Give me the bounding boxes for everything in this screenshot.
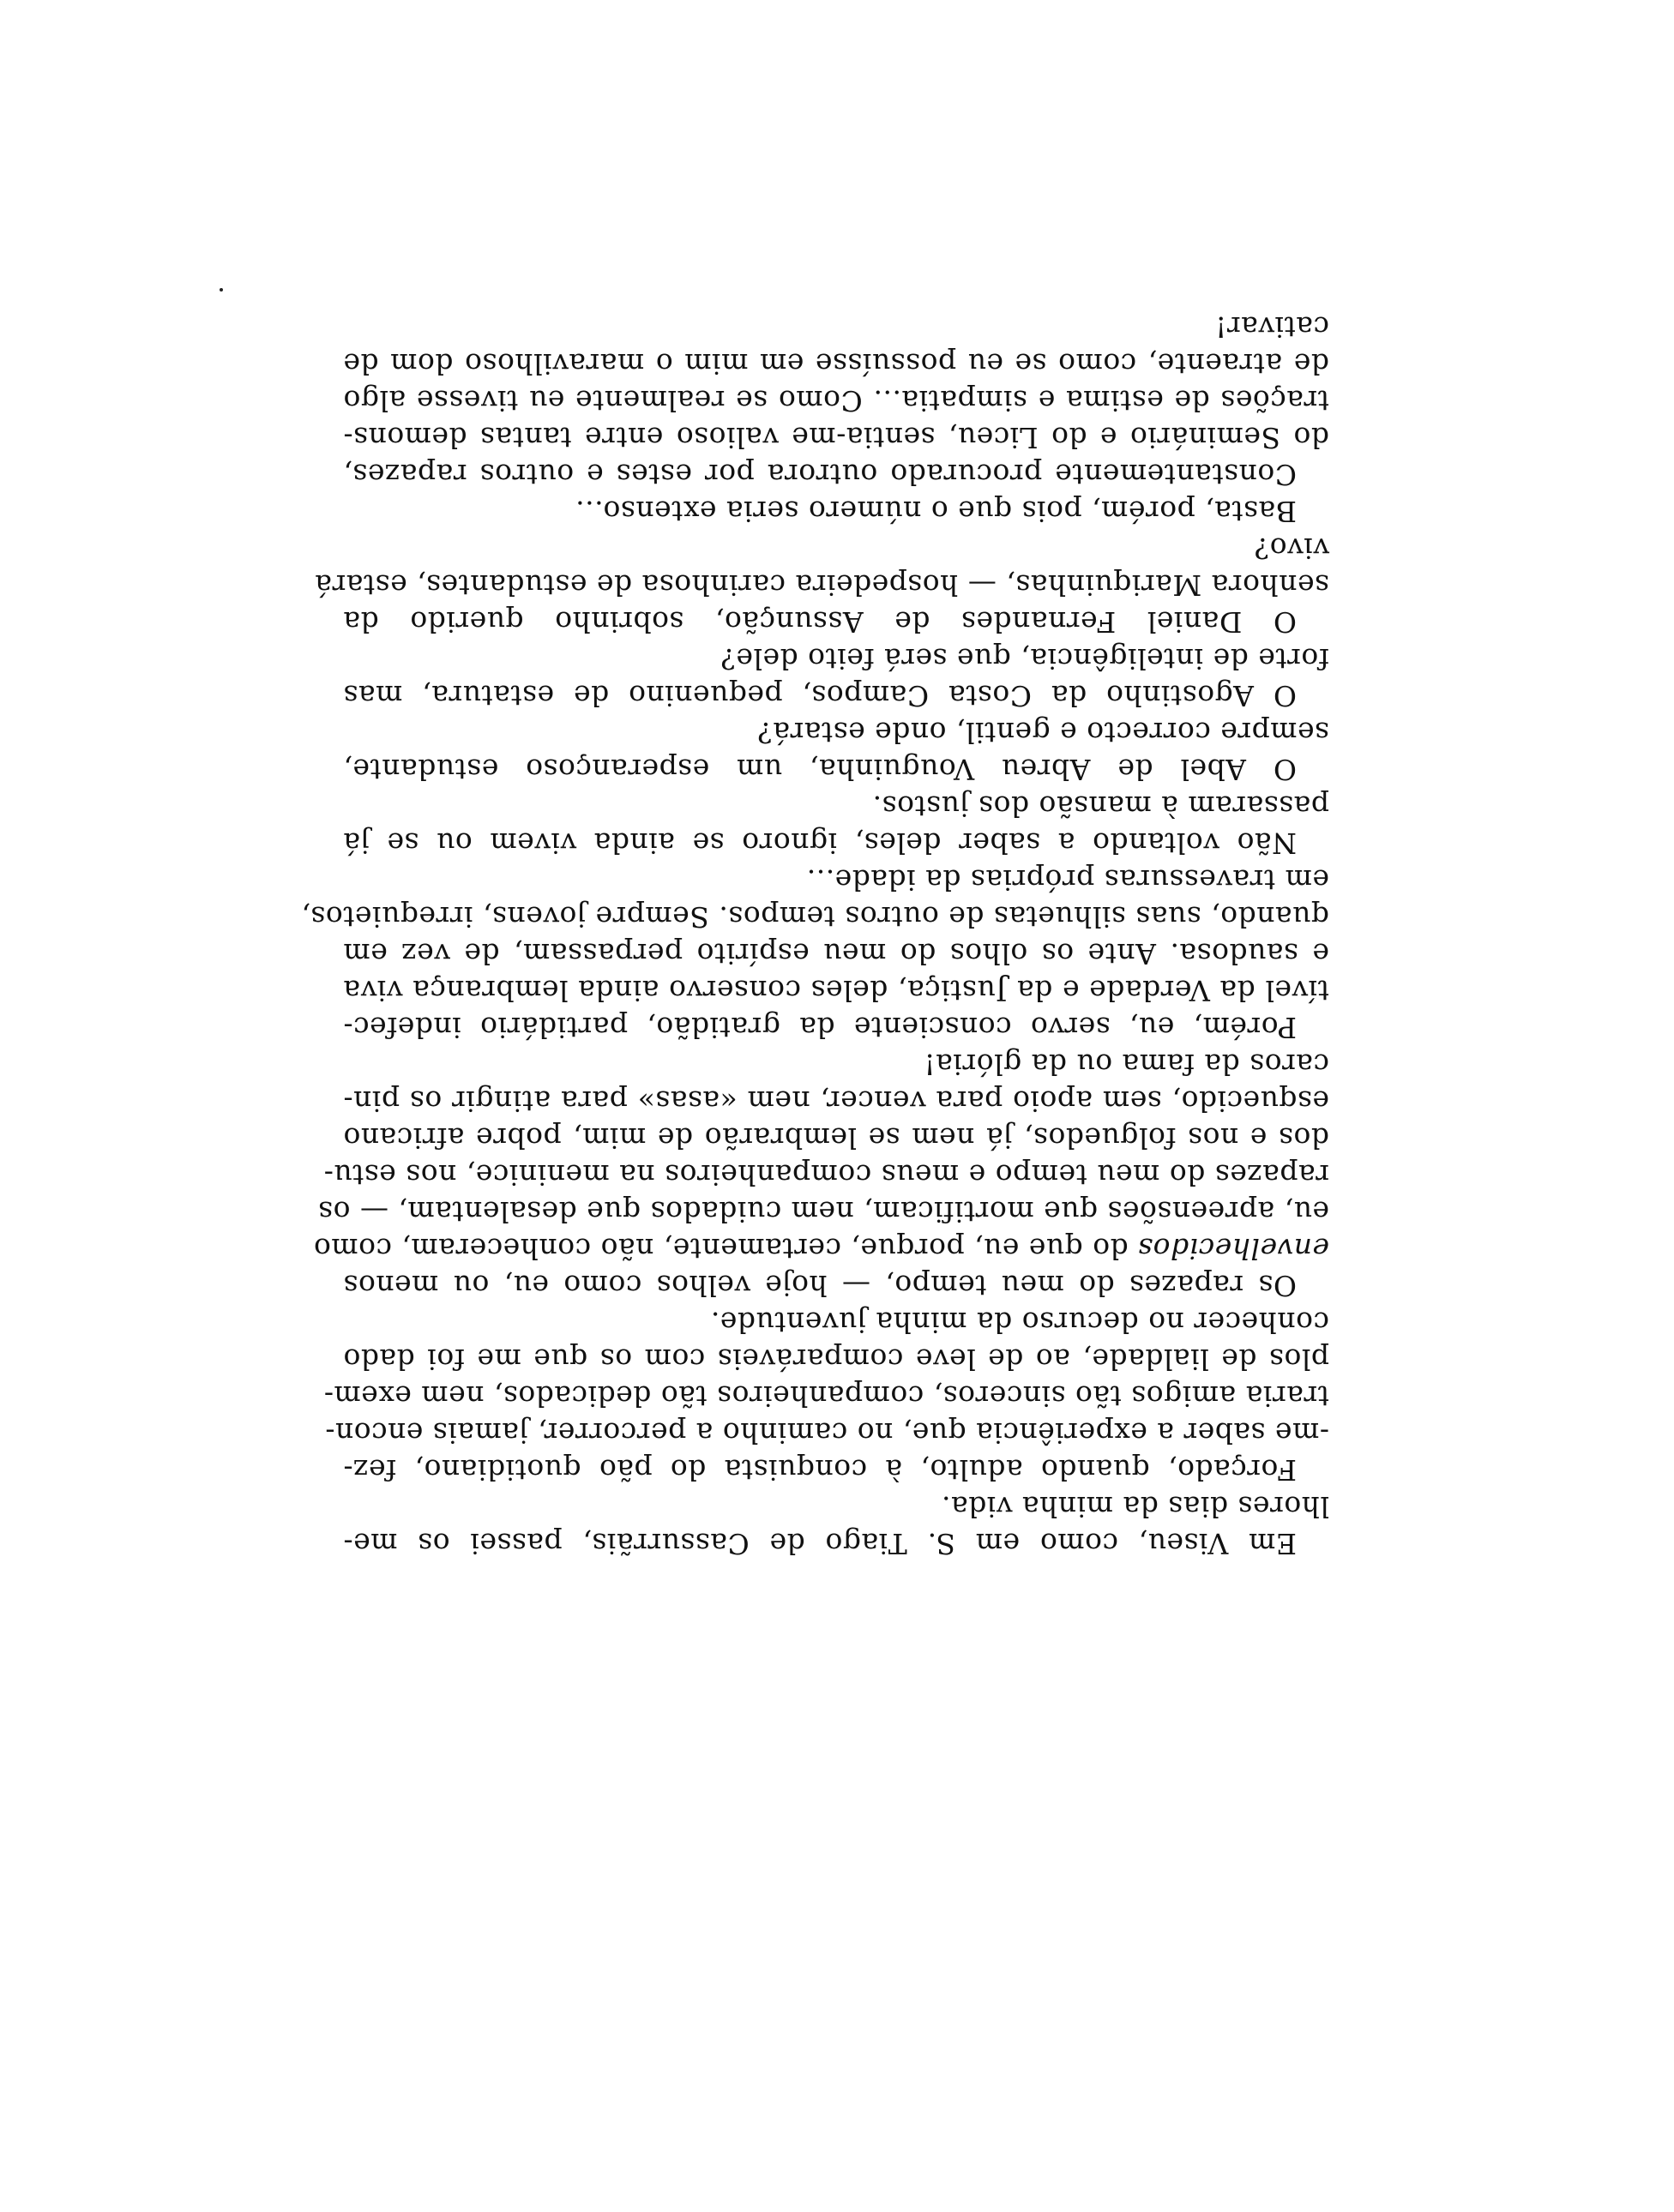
scan-speck: [220, 288, 223, 292]
text-line: sempre correcto e gentil, onde estará?: [756, 716, 1329, 749]
text-line: forte de inteligência, que será feito dele?: [720, 642, 1329, 676]
text-line: plos de lialdade, ao de leve comparáveis com os que me foi dado: [343, 1343, 1329, 1376]
text-line: O Abel de Abreu Vouguinha, um esperançoso estudante,: [343, 753, 1297, 786]
text-line: cativar!: [1214, 310, 1329, 344]
text-line: traria amigos tão sinceros, companheiros tão dedicados, nem exem-: [323, 1379, 1329, 1413]
text-line: passaram à mansão dos justos.: [872, 790, 1329, 823]
text-line: de atraente, como se eu possuísse em mim o maravilhoso dom de: [343, 347, 1329, 381]
text-line: trações de estima e simpatia... Como se realmente eu tivesse algo: [343, 384, 1329, 418]
text-line: Constantemente procurado outrora por estes e outros rapazes,: [343, 458, 1297, 491]
body-text: [300, 309, 1329, 1562]
text-line: Os rapazes do meu tempo, — hoje velhos como eu, ou menos: [343, 1269, 1297, 1302]
text-line: Porém, eu, servo consciente da gratidão, partidário indefec-: [343, 1011, 1297, 1044]
paragraph: [343, 493, 1329, 530]
paragraph: [343, 1488, 1329, 1562]
text-line: em travessuras próprias da idade...: [806, 863, 1329, 897]
text-line: Em Viseu, como em S. Tiago de Cassurrãis, passei os me-: [343, 1527, 1297, 1560]
text-line: O Daniel Fernandes de Assunção, sobrinho querido da: [343, 605, 1297, 639]
paragraph: [343, 309, 1329, 493]
text-line: vivo?: [1254, 532, 1329, 565]
text-line: Não voltando a saber deles, ignoro se ainda vivem ou se já: [343, 826, 1297, 860]
text-line: eu, apreensões que mortificam, nem cuidados que desalentam, — os: [317, 1195, 1329, 1229]
text-line: rapazes do meu tempo e meus companheiros na meninice, nos estu-: [323, 1158, 1329, 1192]
text-line: caros da fama ou da glória!: [923, 1048, 1329, 1081]
text-line: lhores dias da minha vida.: [941, 1490, 1329, 1524]
paragraph: [300, 862, 1329, 1046]
text-line: dos e nos folguedos, já nem se lembrarão de mim, pobre africano: [343, 1121, 1329, 1155]
paragraph: [343, 788, 1329, 862]
text-line: -me saber a experiência que, no caminho a percorrer, jamais encon-: [324, 1416, 1329, 1450]
text-line: O Agostinho da Costa Campos, pequenino de estatura, mas: [343, 679, 1297, 712]
text-line: conhecer no decurso da minha juventude.: [710, 1306, 1329, 1339]
text-line: senhora Mariquinhas, — hospedeira carinhosa de estudantes, estará: [314, 568, 1329, 602]
paragraph: [314, 530, 1329, 640]
text-line: e saudosa. Ante os olhos do meu espírito perpassam, de vez em: [343, 937, 1329, 971]
text-line: esquecido, sem apoio para vencer, nem «asas» para atingir os pin-: [343, 1085, 1329, 1118]
paragraph: [313, 1046, 1329, 1304]
text-line: tível da Verdade e da Justiça, deles conservo ainda lembrança viva: [343, 974, 1329, 1007]
italic-word: envelhecidos: [1137, 1232, 1329, 1265]
text-line: Basta, porém, pois que o número seria extenso...: [575, 495, 1297, 528]
text-line: do Seminário e do Liceu, sentia-me valioso entre tantas demons-: [343, 421, 1329, 454]
text-line: envelhecidos do que eu, porque, certamente, não conheceram, como: [313, 1232, 1329, 1265]
text-line: quando, suas silhuetas de outros tempos. Sempre jovens, irrequietos,: [300, 900, 1329, 934]
paragraph: [323, 1304, 1329, 1488]
paragraph: [343, 714, 1329, 788]
paragraph: [343, 640, 1329, 714]
text-line: Forçado, quando adulto, à conquista do pão quotidiano, fez-: [343, 1453, 1297, 1487]
